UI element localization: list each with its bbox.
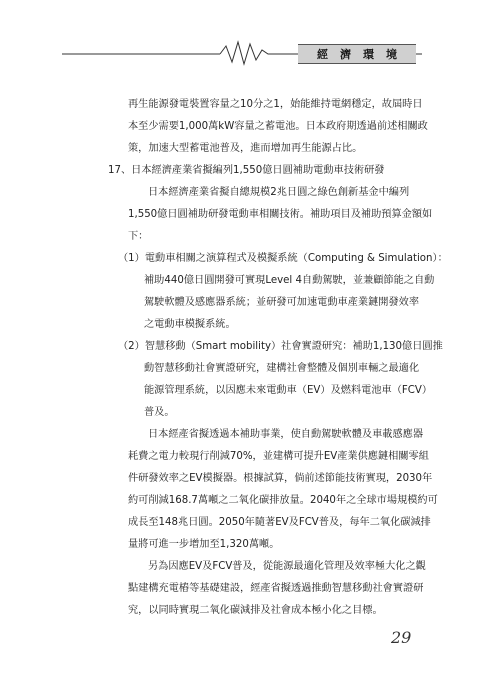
sub-item-1-heading: （1）電動車相關之演算程式及模擬系統（Computing & Simulation）： [118,253,448,264]
item-17-heading: 17、日本經濟產業省擬編列1,550億日圓補助電動車技術研發 [108,165,385,176]
text-line: 量將可進一步增加至1,320萬噸。 [128,539,280,550]
text-line: 點建構充電樁等基礎建設，經產省擬透過推動智慧移動社會實證研 [128,583,424,594]
sub-item-2-heading: （2）智慧移動（Smart mobility）社會實證研究：補助1,130億日圓推 [118,341,443,352]
text-line: 究，以同時實現二氧化碳減排及社會成本極小化之目標。 [128,605,383,616]
text-line: 另為因應EV及FCV普及，從能源最適化管理及效率極大化之觀 [148,561,426,572]
text-line: 再生能源發電裝置容量之10分之1，始能維持電網穩定，故屆時日 [128,99,423,110]
text-line: 本至少需要1,000萬kW容量之蓄電池。日本政府期透過前述相關政 [128,121,428,132]
text-line: 1,550億日圓補助研發電動車相關技術。補助項目及補助預算金額如 [128,209,433,220]
text-line: 策，加速大型蓄電池普及，進而增加再生能源占比。 [128,143,363,154]
text-line: 耗費之電力較現行削減70%，並建構可提升EV產業供應鏈相關零組 [128,451,429,462]
text-line: 駕駛軟體及感應器系統；並研發可加速電動車產業鏈開發效率 [144,297,420,308]
text-line: 成長至148兆日圓。2050年隨著EV及FCV普及，每年二氧化碳減排 [128,517,431,528]
text-line: 普及。 [144,407,175,418]
text-line: 日本經產省擬透過本補助事業，使自動駕駛軟體及車載感應器 [148,429,424,440]
section-title: 經濟環境 [317,48,409,61]
text-line: 日本經濟產業省擬自總規模2兆日圓之綠色創新基金中編列 [148,187,410,198]
text-line: 之電動車模擬系統。 [144,319,236,330]
text-line: 約可削減168.7萬噸之二氧化碳排放量。2040年之全球市場規模約可 [128,495,438,506]
text-line: 補助440億日圓開發可實現Level 4自動駕駛，並兼顧節能之自動 [144,275,435,286]
text-line: 下： [128,231,149,242]
page-number: 29 [391,628,412,647]
text-line: 件研發效率之EV模擬器。根據試算，倘前述節能技術實現，2030年 [128,473,433,484]
text-line: 能源管理系統，以因應未來電動車（EV）及燃料電池車（FCV） [144,385,433,396]
text-line: 動智慧移動社會實證研究，建構社會整體及個別車輛之最適化 [144,363,420,374]
